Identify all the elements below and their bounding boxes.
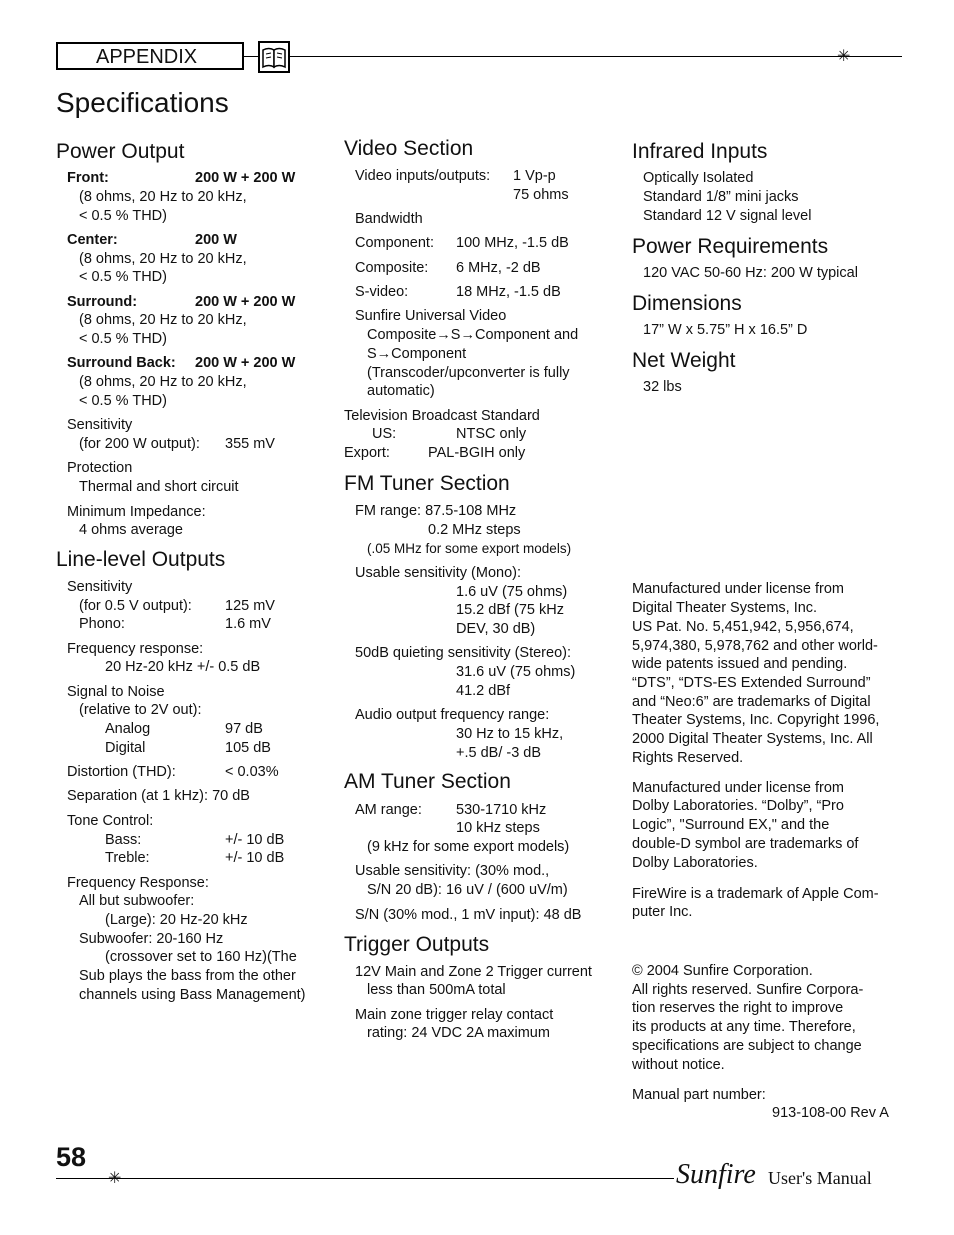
am-usable-line-1: Usable sensitivity: (30% mod., [355, 863, 550, 879]
dolby-line: Manufactured under license from [632, 780, 844, 796]
surround-note-1: (8 ohms, 20 Hz to 20 kHz, [79, 312, 247, 328]
fm-usable-value-3: DEV, 30 dB) [456, 621, 536, 637]
svideo-label: S-video: [355, 284, 409, 300]
us-value: NTSC only [456, 426, 527, 442]
infrared-line-2: Standard 1/8” mini jacks [643, 189, 799, 205]
copyright-line: All rights reserved. Sunfire Corpora- [632, 982, 864, 998]
fm-quiet-value-2: 41.2 dBf [456, 683, 511, 699]
header-rule [290, 56, 902, 57]
fm-steps: 0.2 MHz steps [428, 522, 521, 538]
front-label: Front: [67, 170, 109, 186]
export-value: PAL-BGIH only [428, 445, 526, 461]
digital-label: Digital [105, 740, 146, 756]
ll-sensitivity-label: Sensitivity [67, 579, 133, 595]
part-number: 913-108-00 Rev A [772, 1105, 889, 1121]
center-label: Center: [67, 232, 118, 248]
fm-audio-label: Audio output frequency range: [355, 707, 550, 723]
surround-back-note-2: < 0.5 % THD) [79, 393, 167, 409]
trigger-line-3: Main zone trigger relay contact [355, 1007, 554, 1023]
am-export-note: (9 kHz for some export models) [367, 839, 570, 855]
trigger-line-2: less than 500mA total [367, 982, 506, 998]
sensitivity-label: Sensitivity [67, 417, 133, 433]
surround-back-note-1: (8 ohms, 20 Hz to 20 kHz, [79, 374, 247, 390]
am-range-value-1: 530-1710 kHz [456, 802, 547, 818]
composite-label: Composite: [355, 260, 429, 276]
dts-line: 5,974,380, 5,978,762 and other world- [632, 638, 878, 654]
fm-export-note: (.05 MHz for some export models) [367, 541, 572, 556]
dts-line: “DTS”, “DTS-ES Extended Surround” [632, 675, 871, 691]
infrared-heading: Infrared Inputs [632, 140, 768, 163]
fr-line-2: (Large): 20 Hz-20 kHz [105, 912, 248, 928]
dts-line: Manufactured under license from [632, 581, 844, 597]
suv-line-1: Sunfire Universal Video [355, 308, 507, 324]
protection-label: Protection [67, 460, 133, 476]
firewire-line: FireWire is a trademark of Apple Com- [632, 886, 879, 902]
suv-line-4: (Transcoder/upconverter is fully [367, 365, 570, 381]
surround-label: Surround: [67, 294, 138, 310]
copyright-line: without notice. [632, 1057, 725, 1073]
center-value: 200 W [195, 232, 237, 248]
weight-heading: Net Weight [632, 349, 736, 372]
analog-value: 97 dB [225, 721, 263, 737]
trigger-heading: Trigger Outputs [344, 933, 490, 956]
appendix-label: APPENDIX [96, 46, 198, 68]
tone-label: Tone Control: [67, 813, 154, 829]
trigger-line-4: rating: 24 VDC 2A maximum [367, 1025, 550, 1041]
infrared-line-1: Optically Isolated [643, 170, 754, 186]
am-range-value-2: 10 kHz steps [456, 820, 540, 836]
center-note-1: (8 ohms, 20 Hz to 20 kHz, [79, 251, 247, 267]
front-note-1: (8 ohms, 20 Hz to 20 kHz, [79, 189, 247, 205]
bass-label: Bass: [105, 832, 142, 848]
suv-line-3: S→Component [367, 346, 467, 362]
star-ornament-icon: ✳ [108, 1170, 122, 1187]
copyright-line: its products at any time. Therefore, [632, 1019, 856, 1035]
impedance-label: Minimum Impedance: [67, 504, 206, 520]
fr-line-4: (crossover set to 160 Hz)(The [105, 949, 297, 965]
protection-value: Thermal and short circuit [79, 479, 239, 495]
am-range-label: AM range: [355, 802, 422, 818]
fr-label: Frequency Response: [67, 875, 209, 891]
am-heading: AM Tuner Section [344, 770, 511, 793]
page-number: 58 [56, 1142, 87, 1172]
video-io-label: Video inputs/outputs: [355, 168, 491, 184]
treble-value: +/- 10 dB [225, 850, 285, 866]
footer-rule [56, 1178, 674, 1179]
manual-label: User's Manual [768, 1168, 872, 1188]
phono-value: 1.6 mV [225, 616, 271, 632]
suv-line-5: automatic) [367, 383, 435, 399]
front-value: 200 W + 200 W [195, 170, 296, 186]
tv-standard-label: Television Broadcast Standard [344, 408, 540, 424]
firewire-line: puter Inc. [632, 904, 693, 920]
component-label: Component: [355, 235, 434, 251]
ll-freq-value: 20 Hz-20 kHz +/- 0.5 dB [105, 659, 261, 675]
surround-value: 200 W + 200 W [195, 294, 296, 310]
power-req-value: 120 VAC 50-60 Hz: 200 W typical [643, 265, 858, 281]
fm-usable-label: Usable sensitivity (Mono): [355, 565, 521, 581]
distortion-value: < 0.03% [225, 764, 279, 780]
dts-line: US Pat. No. 5,451,942, 5,956,674, [632, 619, 854, 635]
part-number-label: Manual part number: [632, 1087, 766, 1103]
fr-line-1: All but subwoofer: [79, 893, 195, 909]
fm-heading: FM Tuner Section [344, 472, 510, 495]
sensitivity-value: 355 mV [225, 436, 275, 452]
surround-back-label: Surround Back: [67, 355, 176, 371]
video-io-value-2: 75 ohms [513, 187, 569, 203]
sensitivity-sub: (for 200 W output): [79, 436, 200, 452]
svideo-value: 18 MHz, -1.5 dB [456, 284, 561, 300]
surround-back-value: 200 W + 200 W [195, 355, 296, 371]
fm-audio-value-2: +.5 dB/ -3 dB [456, 745, 542, 761]
weight-value: 32 lbs [643, 379, 682, 395]
ll-freq-label: Frequency response: [67, 641, 204, 657]
snr-sub: (relative to 2V out): [79, 702, 202, 718]
copyright-line: tion reserves the right to improve [632, 1000, 844, 1016]
digital-value: 105 dB [225, 740, 271, 756]
fr-line-5: Sub plays the bass from the other [79, 968, 296, 984]
fm-usable-value-2: 15.2 dBf (75 kHz [456, 602, 564, 618]
snr-label: Signal to Noise [67, 684, 165, 700]
video-io-value-1: 1 Vp-p [513, 168, 556, 184]
brand-logo: Sunfire [676, 1159, 756, 1190]
dolby-line: Dolby Laboratories. [632, 855, 758, 871]
us-label: US: [372, 426, 397, 442]
composite-value: 6 MHz, -2 dB [456, 260, 541, 276]
impedance-value: 4 ohms average [79, 522, 183, 538]
ll-sens-sub: (for 0.5 V output): [79, 598, 192, 614]
bass-value: +/- 10 dB [225, 832, 285, 848]
analog-label: Analog [105, 721, 151, 737]
copyright-line: © 2004 Sunfire Corporation. [632, 963, 813, 979]
component-value: 100 MHz, -1.5 dB [456, 235, 569, 251]
am-sn: S/N (30% mod., 1 mV input): 48 dB [355, 907, 582, 923]
front-note-2: < 0.5 % THD) [79, 208, 167, 224]
fr-line-3: Subwoofer: 20-160 Hz [79, 931, 224, 947]
center-note-2: < 0.5 % THD) [79, 269, 167, 285]
dolby-line: double-D symbol are trademarks of [632, 836, 859, 852]
trigger-line-1: 12V Main and Zone 2 Trigger current [355, 964, 592, 980]
export-label: Export: [344, 445, 390, 461]
separation-text: Separation (at 1 kHz): 70 dB [67, 788, 250, 804]
bandwidth-label: Bandwidth [355, 211, 423, 227]
dts-line: and “Neo:6” are trademarks of Digital [632, 694, 871, 710]
dolby-line: Dolby Laboratories. “Dolby”, “Pro [632, 798, 844, 814]
video-heading: Video Section [344, 137, 474, 160]
dts-line: Digital Theater Systems, Inc. [632, 600, 818, 616]
infrared-line-3: Standard 12 V signal level [643, 208, 812, 224]
dts-line: wide patents issued and pending. [632, 656, 848, 672]
dts-line: Rights Reserved. [632, 750, 744, 766]
book-icon [258, 41, 290, 73]
fm-usable-value-1: 1.6 uV (75 ohms) [456, 584, 568, 600]
power-req-heading: Power Requirements [632, 235, 829, 258]
dimensions-value: 17” W x 5.75” H x 16.5” D [643, 322, 808, 338]
appendix-label-box [56, 42, 244, 70]
page-title: Specifications [56, 87, 229, 118]
header-rule-left [244, 56, 258, 57]
line-level-heading: Line-level Outputs [56, 548, 226, 571]
fm-range: FM range: 87.5-108 MHz [355, 503, 517, 519]
treble-label: Treble: [105, 850, 150, 866]
dolby-line: Logic”, "Surround EX," and the [632, 817, 830, 833]
am-usable-line-2: S/N 20 dB): 16 uV / (600 uV/m) [367, 882, 568, 898]
distortion-label: Distortion (THD): [67, 764, 176, 780]
fm-quiet-value-1: 31.6 uV (75 ohms) [456, 664, 576, 680]
surround-note-2: < 0.5 % THD) [79, 331, 167, 347]
copyright-line: specifications are subject to change [632, 1038, 862, 1054]
ll-sens-value: 125 mV [225, 598, 275, 614]
power-output-heading: Power Output [56, 140, 185, 163]
suv-line-2: Composite→S→Component and [367, 327, 579, 343]
dts-line: Theater Systems, Inc. Copyright 1996, [632, 712, 880, 728]
dts-line: 2000 Digital Theater Systems, Inc. All [632, 731, 873, 747]
phono-label: Phono: [79, 616, 125, 632]
dimensions-heading: Dimensions [632, 292, 742, 315]
fm-quiet-label: 50dB quieting sensitivity (Stereo): [355, 645, 571, 661]
fm-audio-value-1: 30 Hz to 15 kHz, [456, 726, 564, 742]
star-ornament-icon: ✳ [837, 48, 851, 65]
fr-line-6: channels using Bass Management) [79, 987, 306, 1003]
